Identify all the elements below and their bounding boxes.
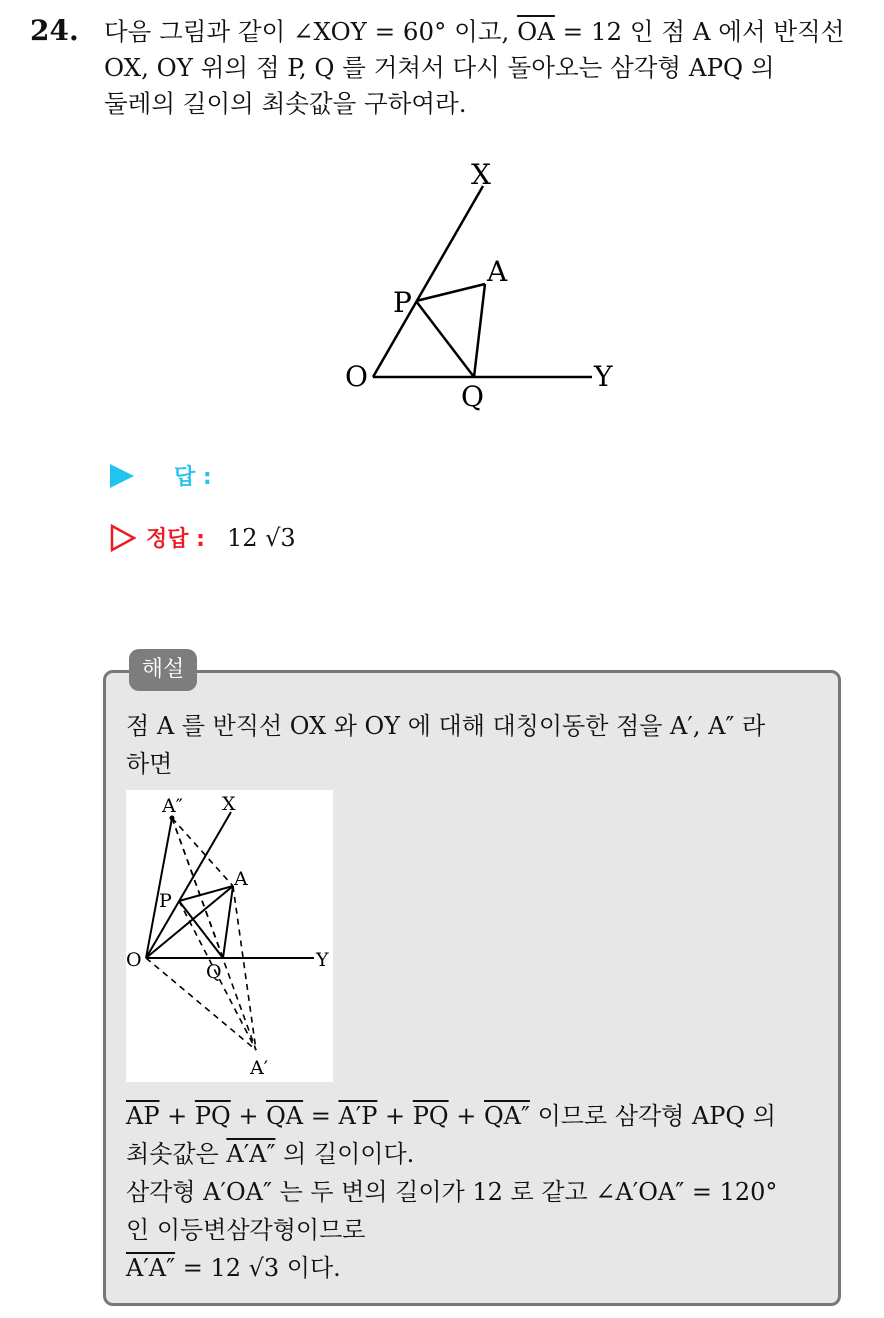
question-text bbox=[104, 14, 864, 122]
correct-answer-value: 12 √3 bbox=[226, 523, 296, 552]
solution-diagram bbox=[126, 790, 333, 1082]
label-q: Q bbox=[461, 380, 484, 413]
l4-text-a: 최솟값은 bbox=[126, 1140, 227, 1168]
question-diagram bbox=[330, 150, 630, 420]
sol-label-y: Y bbox=[316, 949, 329, 971]
play-triangle-icon bbox=[110, 464, 134, 488]
correct-answer-label: 정답 : bbox=[146, 527, 205, 552]
eq-plus: + bbox=[377, 1102, 413, 1130]
segment-a1a2: A′A″ bbox=[226, 1140, 276, 1168]
eq-qa: $\overline{QA}$ bbox=[266, 1102, 304, 1130]
ray-ox bbox=[373, 186, 483, 377]
solution-tag: 해설 bbox=[129, 649, 197, 691]
l4-text-b: 의 길이이다. bbox=[275, 1140, 415, 1168]
question-line-1 bbox=[104, 14, 864, 50]
solution-line-4 bbox=[126, 1134, 414, 1169]
sol-label-q: Q bbox=[206, 961, 222, 983]
question-line-2: OX, OY 위의 점 P, Q 를 거쳐서 다시 돌아오는 삼각형 APQ 의 bbox=[104, 53, 775, 82]
eq-plus: + bbox=[230, 1102, 267, 1130]
question-number: 24. bbox=[30, 14, 79, 47]
sol-label-a2: A″ bbox=[162, 795, 183, 817]
label-p: P bbox=[393, 286, 412, 319]
eq-pq: $\overline{PQ}$ bbox=[194, 1102, 231, 1130]
correct-answer-row bbox=[110, 522, 296, 553]
l7-text: = 12 √3 이다. bbox=[175, 1254, 341, 1282]
label-x: X bbox=[471, 158, 491, 191]
solution-line-7 bbox=[126, 1248, 341, 1283]
segment-oa: $\overline{OA}$ bbox=[517, 17, 555, 46]
sol-label-p: P bbox=[159, 890, 172, 912]
eq-ap: $\overline{AP}$ bbox=[126, 1102, 160, 1130]
solution-line-5: 삼각형 A′OA″ 는 두 변의 길이가 12 로 같고 ∠A′OA″ = 120° bbox=[126, 1178, 778, 1206]
question-text-b: = 12 인 점 A 에서 반직선 bbox=[554, 17, 845, 46]
label-y: Y bbox=[594, 360, 613, 393]
segment-pq bbox=[416, 301, 474, 377]
eq-plus: + bbox=[448, 1102, 484, 1130]
eq-a1p: A′P bbox=[338, 1102, 378, 1130]
label-o: O bbox=[345, 360, 368, 393]
sol-label-a1: A′ bbox=[250, 1057, 269, 1079]
sol-label-x: X bbox=[222, 793, 236, 815]
solution-line-2: 하면 bbox=[126, 750, 173, 778]
answer-row bbox=[110, 460, 212, 491]
eq-plus: + bbox=[159, 1102, 195, 1130]
eq-qa2: QA″ bbox=[483, 1102, 530, 1130]
answer-label: 답 : bbox=[174, 465, 212, 490]
eq-tail: 이므로 삼각형 APQ 의 bbox=[529, 1102, 776, 1130]
eq-equals: = bbox=[303, 1102, 339, 1130]
solution-line-1: 점 A 를 반직선 OX 와 OY 에 대해 대칭이동한 점을 A′, A″ 라 bbox=[126, 712, 766, 740]
solution-equation bbox=[126, 1096, 776, 1131]
sol-label-o: O bbox=[126, 949, 142, 971]
label-a: A bbox=[487, 255, 508, 288]
eq-pq2: $\overline{PQ}$ bbox=[412, 1102, 449, 1130]
question-line-3: 둘레의 길이의 최솟값을 구하여라. bbox=[104, 89, 467, 118]
solution-line-6: 인 이등변삼각형이므로 bbox=[126, 1216, 366, 1244]
segment-aq bbox=[474, 284, 485, 377]
outline-triangle-icon bbox=[110, 524, 136, 552]
sol-label-a: A bbox=[234, 868, 248, 890]
segment-a1a2-final: A′A″ bbox=[126, 1254, 176, 1282]
question-text-a: 다음 그림과 같이 ∠XOY = 60° 이고, bbox=[104, 17, 518, 46]
